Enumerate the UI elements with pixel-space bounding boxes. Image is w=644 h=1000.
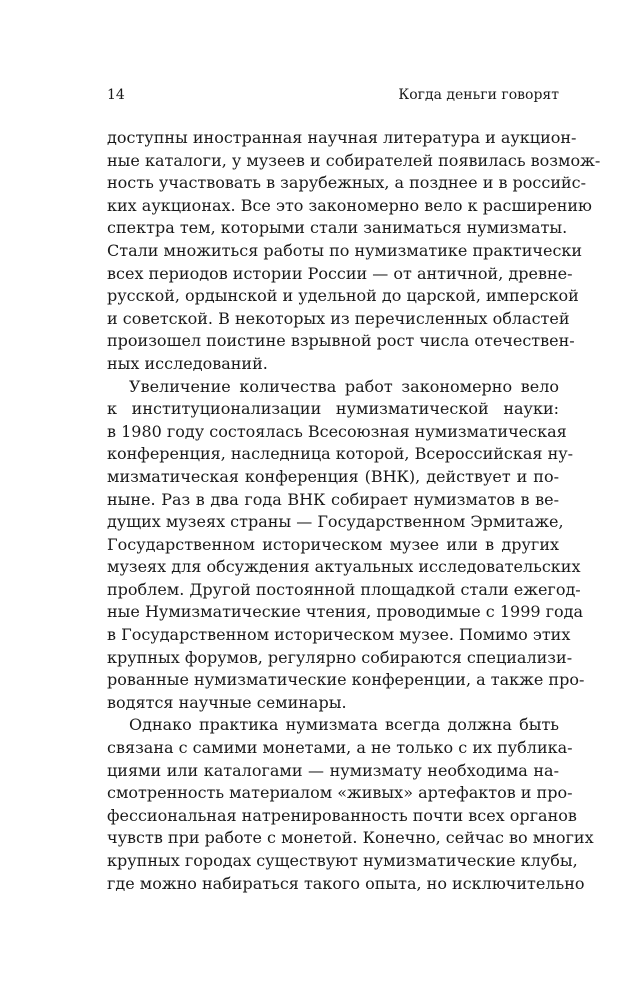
text-line: ность участвовать в зарубежных, а позднее и в российс- [107, 173, 587, 193]
text-line: смотренность материалом «живых» артефактов и про- [107, 783, 573, 803]
text-line: крупных городах существуют нумизматические клубы, [107, 851, 578, 870]
text-line: циями или каталогами — нумизмату необходима на- [107, 760, 559, 780]
text-line: мизматическая конференция (ВНК), действует и по- [107, 466, 559, 486]
text-line: русской, ордынской и удельной до царской, имперской [107, 286, 579, 306]
text-line: и советской. В некоторых из перечисленных областей [107, 308, 570, 328]
text-line: ные каталоги, у музеев и собирателей появилась возмож- [107, 150, 601, 170]
text-line: в Государственном историческом музее. Помимо этих [107, 625, 571, 645]
running-header [107, 84, 559, 106]
text-line: конференция, наследница которой, Всероссийская ну- [107, 444, 574, 464]
text-line: Государственном историческом музее или в других [107, 534, 559, 554]
text-line: ныне. Раз в два года ВНК собирает нумизматов в ве- [107, 489, 559, 509]
running-title: Когда деньги говорят [398, 87, 559, 103]
text-line: доступны иностранная научная литература и аукцион- [107, 128, 577, 147]
text-line: дущих музеях страны — Государственном Эрмитаже, [107, 512, 564, 532]
text-line: чувств при работе с монетой. Конечно, сейчас во многих [107, 828, 594, 848]
book-page [107, 0, 601, 1000]
text-line: в 1980 году состоялась Всесоюзная нумизматическая [107, 421, 567, 441]
text-line: всех периодов истории России — от античной, древне- [107, 263, 573, 283]
text-line: фессиональная натренированность почти всех органов [107, 805, 577, 825]
text-line: музеях для обсуждения актуальных исследовательских [107, 557, 581, 577]
text-line-paragraph-end: ных исследований. [107, 353, 268, 373]
text-line: крупных форумов, регулярно собираются специализи- [107, 647, 573, 667]
text-line: произошел поистине взрывной рост числа отечествен- [107, 331, 575, 351]
text-line: к институционализации нумизматической науки: [107, 399, 559, 419]
text-line-paragraph-start: Увеличение количества работ закономерно вело [129, 376, 559, 396]
page-number: 14 [107, 87, 125, 103]
text-line: ные Нумизматические чтения, проводимые с 1999 года [107, 602, 584, 622]
text-line: рованные нумизматические конференции, а также про- [107, 670, 585, 690]
text-line: связана с самими монетами, а не только с их публика- [107, 738, 573, 758]
text-line: Стали множиться работы по нумизматике практически [107, 240, 583, 260]
text-line-paragraph-start: Однако практика нумизмата всегда должна быть [129, 715, 559, 735]
text-line-paragraph-end: водятся научные семинары. [107, 692, 347, 712]
text-line: где можно набираться такого опыта, но исключительно [107, 873, 585, 893]
text-line: проблем. Другой постоянной площадкой стали ежегод- [107, 579, 581, 599]
text-line: ких аукционах. Все это закономерно вело к расширению [107, 195, 592, 215]
body-text [107, 127, 601, 895]
text-line: спектра тем, которыми стали заниматься нумизматы. [107, 218, 568, 238]
